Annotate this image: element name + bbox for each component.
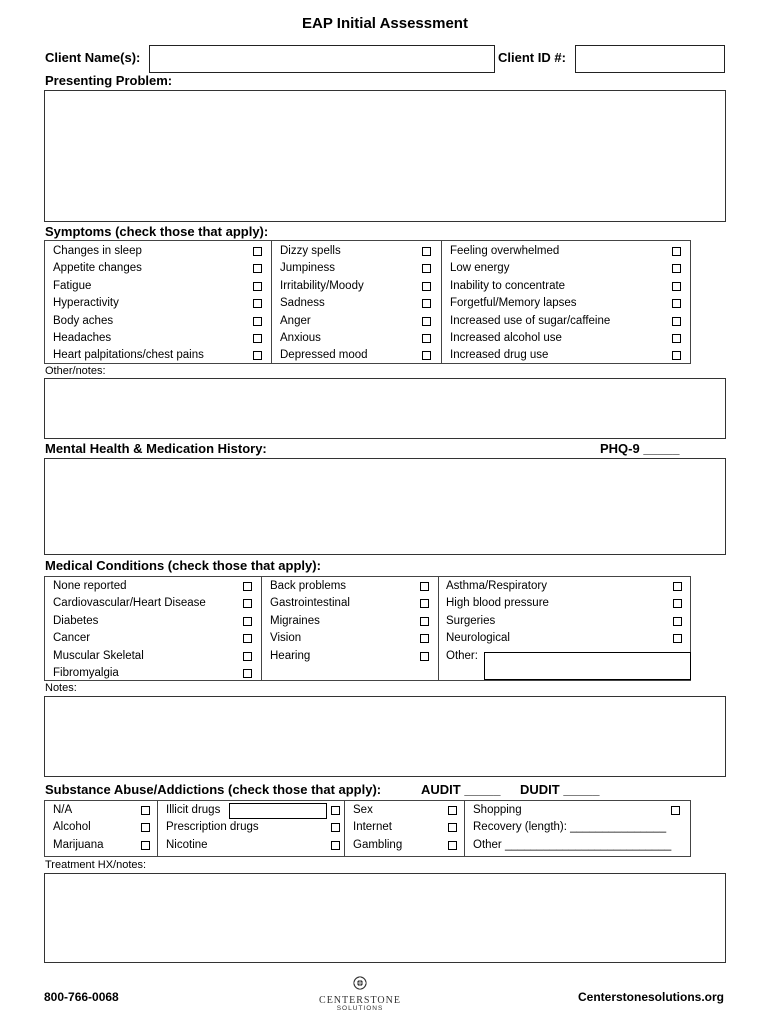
condition-label: Other: xyxy=(446,649,478,662)
centerstone-logo-icon xyxy=(353,976,367,990)
symptom-item xyxy=(45,260,272,277)
checkbox[interactable] xyxy=(672,282,681,291)
symptom-item xyxy=(45,347,272,364)
audit-score[interactable] xyxy=(421,782,501,797)
symptom-item xyxy=(442,260,691,277)
checkbox[interactable] xyxy=(673,599,682,608)
symptom-label: Forgetful/Memory lapses xyxy=(450,297,577,310)
symptom-item xyxy=(272,313,442,330)
logo-sub: SOLUTIONS xyxy=(336,1005,384,1012)
substance-heading: Substance Abuse/Addictions (check those that apply): xyxy=(45,782,382,797)
checkbox[interactable] xyxy=(672,334,681,343)
symptom-label: Changes in sleep xyxy=(53,245,142,257)
checkbox[interactable] xyxy=(422,334,431,343)
symptom-item xyxy=(272,260,442,277)
substance-item xyxy=(45,802,158,819)
condition-label: Surgeries xyxy=(446,614,496,627)
substance-item xyxy=(45,837,158,854)
footer-phone: 800-766-0068 xyxy=(44,990,119,1004)
checkbox[interactable] xyxy=(420,599,429,608)
checkbox[interactable] xyxy=(420,582,429,591)
symptoms-col-2 xyxy=(271,241,442,363)
checkbox[interactable] xyxy=(420,634,429,643)
checkbox[interactable] xyxy=(673,617,682,626)
checkbox[interactable] xyxy=(672,247,681,256)
symptom-label: Inability to concentrate xyxy=(450,279,566,292)
substance-label: N/A xyxy=(53,804,73,816)
checkbox[interactable] xyxy=(253,317,262,326)
condition-label: Neurological xyxy=(446,632,510,645)
client-name-field[interactable] xyxy=(149,45,495,73)
phq9-blank: _____ xyxy=(643,441,680,456)
checkbox[interactable] xyxy=(448,841,457,850)
checkbox[interactable] xyxy=(673,634,682,643)
condition-item xyxy=(262,630,439,647)
symptom-item xyxy=(442,313,691,330)
condition-label: High blood pressure xyxy=(446,597,549,610)
symptom-item xyxy=(442,295,691,312)
dudit-blank: _____ xyxy=(563,782,600,797)
condition-item xyxy=(262,613,439,630)
substance-label: Gambling xyxy=(353,838,403,851)
presenting-problem-label: Presenting Problem: xyxy=(45,73,173,88)
checkbox[interactable] xyxy=(331,841,340,850)
checkbox[interactable] xyxy=(672,299,681,308)
substance-col-4 xyxy=(464,801,691,856)
medical-col-1 xyxy=(45,577,262,680)
condition-label: Hearing xyxy=(270,649,311,662)
checkbox[interactable] xyxy=(243,669,252,678)
centerstone-logo xyxy=(300,976,420,1012)
substance-item xyxy=(158,819,345,836)
checkbox[interactable] xyxy=(448,823,457,832)
symptoms-notes-label: Other/notes: xyxy=(45,365,106,377)
symptom-label: Fatigue xyxy=(53,279,92,292)
condition-label: Cancer xyxy=(53,632,91,645)
checkbox[interactable] xyxy=(422,282,431,291)
symptom-label: Increased alcohol use xyxy=(450,332,562,344)
substance-col-1 xyxy=(45,801,158,856)
symptom-label: Hyperactivity xyxy=(53,297,119,310)
symptom-label: Depressed mood xyxy=(280,349,368,362)
substance-label: Alcohol xyxy=(53,821,91,834)
substance-label: Shopping xyxy=(473,804,522,816)
checkbox[interactable] xyxy=(243,582,252,591)
substance-label[interactable]: Other __________________________ xyxy=(473,838,672,851)
checkbox[interactable] xyxy=(672,351,681,360)
checkbox[interactable] xyxy=(243,617,252,626)
condition-label: Asthma/Respiratory xyxy=(446,580,547,592)
illicit-drugs-field[interactable] xyxy=(229,803,327,819)
symptom-label: Anger xyxy=(280,314,311,327)
checkbox[interactable] xyxy=(422,351,431,360)
medical-grid xyxy=(44,576,691,681)
symptom-label: Irritability/Moody xyxy=(280,279,364,292)
symptom-item xyxy=(272,243,442,260)
condition-label: Diabetes xyxy=(53,614,99,627)
checkbox[interactable] xyxy=(253,351,262,360)
checkbox[interactable] xyxy=(422,299,431,308)
substance-item xyxy=(465,837,691,854)
condition-item xyxy=(439,630,691,647)
symptom-item xyxy=(442,330,691,347)
condition-label: Muscular Skeletal xyxy=(53,649,144,662)
symptom-item xyxy=(45,330,272,347)
symptom-item xyxy=(272,278,442,295)
checkbox[interactable] xyxy=(672,264,681,273)
checkbox[interactable] xyxy=(673,582,682,591)
checkbox[interactable] xyxy=(331,823,340,832)
checkbox[interactable] xyxy=(243,652,252,661)
condition-item xyxy=(262,648,439,665)
condition-item xyxy=(45,595,262,612)
condition-label: Fibromyalgia xyxy=(53,667,119,679)
condition-item xyxy=(45,613,262,630)
checkbox[interactable] xyxy=(253,282,262,291)
substance-label: Marijuana xyxy=(53,838,104,851)
substance-label: Internet xyxy=(353,821,392,834)
condition-item xyxy=(439,578,691,595)
checkbox[interactable] xyxy=(243,599,252,608)
condition-label: Gastrointestinal xyxy=(270,597,350,610)
medical-col-2 xyxy=(261,577,439,680)
substance-item xyxy=(345,802,465,819)
substance-item xyxy=(465,819,691,836)
checkbox[interactable] xyxy=(253,299,262,308)
dudit-score[interactable] xyxy=(520,782,600,797)
mental-health-field[interactable] xyxy=(44,458,726,555)
checkbox[interactable] xyxy=(253,247,262,256)
medical-col-3 xyxy=(438,577,691,680)
checkbox[interactable] xyxy=(448,806,457,815)
condition-label: Migraines xyxy=(270,614,320,627)
substance-col-3 xyxy=(344,801,465,856)
condition-item xyxy=(262,578,439,595)
condition-item xyxy=(439,613,691,630)
condition-item xyxy=(45,630,262,647)
checkbox[interactable] xyxy=(672,317,681,326)
condition-item xyxy=(262,595,439,612)
substance-label: Illicit drugs xyxy=(166,804,221,816)
medical-notes-label: Notes: xyxy=(45,682,77,694)
substance-col-2 xyxy=(157,801,345,856)
substance-item xyxy=(465,802,691,819)
symptom-label: Low energy xyxy=(450,262,510,275)
symptom-label: Heart palpitations/chest pains xyxy=(53,349,204,362)
substance-label: Prescription drugs xyxy=(166,821,259,834)
substance-grid xyxy=(44,800,691,857)
checkbox[interactable] xyxy=(141,841,150,850)
checkbox[interactable] xyxy=(422,264,431,273)
medical-other-field[interactable] xyxy=(484,652,691,680)
condition-item xyxy=(45,578,262,595)
audit-label: AUDIT xyxy=(421,782,461,797)
symptom-label: Increased use of sugar/caffeine xyxy=(450,314,611,327)
checkbox[interactable] xyxy=(253,264,262,273)
phq9-score[interactable] xyxy=(600,441,680,456)
checkbox[interactable] xyxy=(243,634,252,643)
mental-health-heading: Mental Health & Medication History: xyxy=(45,441,267,456)
condition-label: Vision xyxy=(270,632,302,645)
checkbox[interactable] xyxy=(331,806,340,815)
symptom-item xyxy=(442,347,691,364)
condition-item xyxy=(45,648,262,665)
substance-label[interactable]: Recovery (length): _______________ xyxy=(473,821,667,834)
condition-label: Back problems xyxy=(270,580,347,592)
phq9-label: PHQ-9 xyxy=(600,441,640,456)
symptom-item xyxy=(45,278,272,295)
client-name-label: Client Name(s): xyxy=(45,50,141,65)
symptom-label: Dizzy spells xyxy=(280,245,341,257)
logo-name: CENTERSTONE xyxy=(319,995,401,1006)
substance-label: Sex xyxy=(353,804,373,816)
client-id-label: Client ID #: xyxy=(498,50,566,65)
checkbox[interactable] xyxy=(420,652,429,661)
checkbox[interactable] xyxy=(671,806,680,815)
checkbox[interactable] xyxy=(422,317,431,326)
condition-item xyxy=(45,665,262,682)
symptom-label: Appetite changes xyxy=(53,262,142,275)
symptoms-notes-field[interactable] xyxy=(44,378,726,439)
condition-label: None reported xyxy=(53,580,127,592)
substance-label: Nicotine xyxy=(166,838,208,851)
symptom-item xyxy=(442,278,691,295)
page-title: EAP Initial Assessment xyxy=(302,15,468,32)
symptom-item xyxy=(442,243,691,260)
symptom-label: Anxious xyxy=(280,332,321,344)
condition-item xyxy=(439,595,691,612)
symptom-item xyxy=(45,313,272,330)
audit-blank: _____ xyxy=(464,782,501,797)
symptoms-col-3 xyxy=(441,241,691,363)
substance-item xyxy=(345,819,465,836)
symptom-item xyxy=(45,295,272,312)
substance-item xyxy=(158,837,345,854)
checkbox[interactable] xyxy=(141,806,150,815)
client-id-field[interactable] xyxy=(575,45,725,73)
substance-item xyxy=(345,837,465,854)
presenting-problem-field[interactable] xyxy=(44,90,726,222)
footer-website[interactable]: Centerstonesolutions.org xyxy=(577,990,724,1004)
substance-item xyxy=(45,819,158,836)
condition-label: Cardiovascular/Heart Disease xyxy=(53,597,206,610)
checkbox[interactable] xyxy=(141,823,150,832)
checkbox[interactable] xyxy=(422,247,431,256)
symptom-label: Increased drug use xyxy=(450,349,549,362)
treatment-notes-label: Treatment HX/notes: xyxy=(45,859,147,871)
symptom-label: Sadness xyxy=(280,297,325,310)
symptoms-col-1 xyxy=(45,241,272,363)
dudit-label: DUDIT xyxy=(520,782,560,797)
checkbox[interactable] xyxy=(253,334,262,343)
symptom-item xyxy=(272,330,442,347)
checkbox[interactable] xyxy=(420,617,429,626)
symptom-label: Body aches xyxy=(53,314,114,327)
symptom-item xyxy=(45,243,272,260)
symptom-label: Feeling overwhelmed xyxy=(450,245,560,257)
medical-notes-field[interactable] xyxy=(44,696,726,777)
medical-heading: Medical Conditions (check those that apply): xyxy=(45,558,321,573)
symptom-label: Headaches xyxy=(53,332,112,344)
symptom-item xyxy=(272,347,442,364)
symptom-item xyxy=(272,295,442,312)
symptom-label: Jumpiness xyxy=(280,262,335,275)
symptoms-grid xyxy=(44,240,691,364)
treatment-notes-field[interactable] xyxy=(44,873,726,963)
symptoms-heading: Symptoms (check those that apply): xyxy=(45,224,269,239)
